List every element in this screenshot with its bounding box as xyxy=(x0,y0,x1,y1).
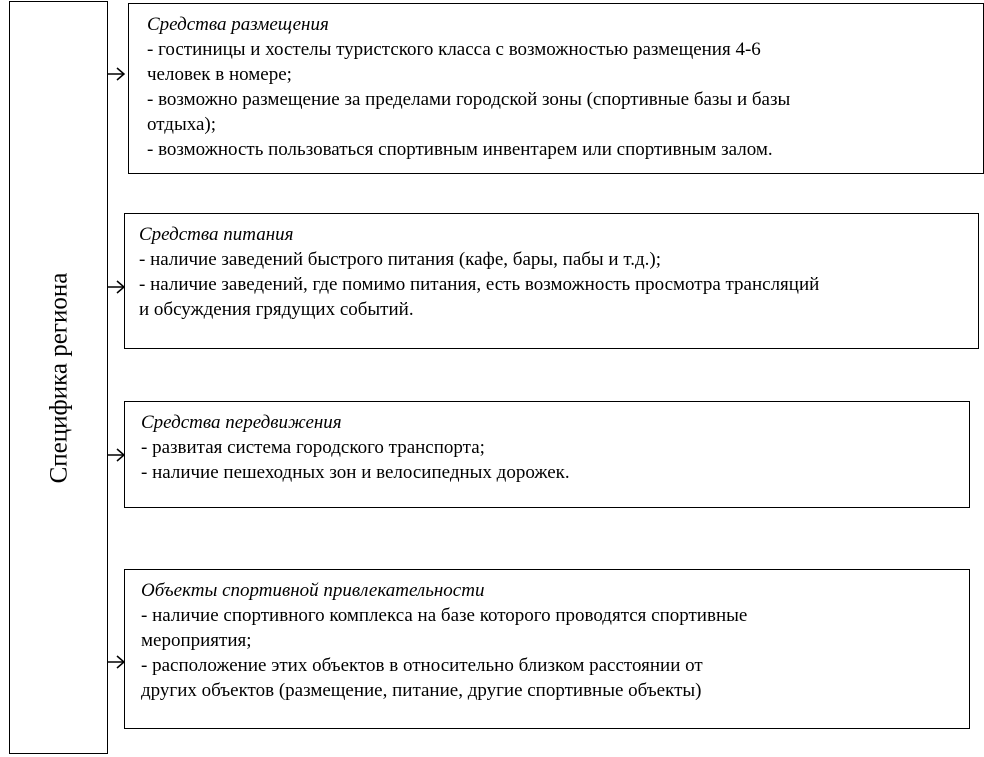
accommodation-line: отдыха); xyxy=(147,114,217,135)
arrow-to-accommodation xyxy=(108,66,126,82)
transport-line: - развитая система городского транспорта; xyxy=(141,437,485,458)
food-line: - наличие заведений быстрого питания (кафе, бары, пабы и т.д.); xyxy=(139,249,661,270)
food-card xyxy=(124,213,979,349)
sports-objects-line: мероприятия; xyxy=(141,630,252,651)
sports-objects-card xyxy=(124,569,970,729)
sports-objects-line: других объектов (размещение, питание, другие спортивные объекты) xyxy=(141,680,702,701)
accommodation-line: - возможность пользоваться спортивным инвентарем или спортивным залом. xyxy=(147,139,773,160)
transport-line: - наличие пешеходных зон и велосипедных дорожек. xyxy=(141,462,570,483)
transport-title: Средства передвижения xyxy=(141,412,342,433)
sports-objects-line: - наличие спортивного комплекса на базе которого проводятся спортивные xyxy=(141,605,748,626)
region-specifics-box xyxy=(9,1,108,754)
accommodation-card xyxy=(128,3,984,174)
food-line: - наличие заведений, где помимо питания, есть возможность просмотра трансляций xyxy=(139,274,820,295)
region-specifics-label: Специфика региона xyxy=(45,272,72,483)
transport-card xyxy=(124,401,970,508)
sports-objects-line: - расположение этих объектов в относительно близком расстоянии от xyxy=(141,655,703,676)
sports-objects-title: Объекты спортивной привлекательности xyxy=(141,580,485,601)
food-line: и обсуждения грядущих событий. xyxy=(139,299,414,320)
accommodation-line: человек в номере; xyxy=(147,64,292,85)
accommodation-title: Средства размещения xyxy=(147,14,329,35)
accommodation-line: - гостиницы и хостелы туристского класса с возможностью размещения 4-6 xyxy=(147,39,761,60)
accommodation-line: - возможно размещение за пределами городской зоны (спортивные базы и базы xyxy=(147,89,791,110)
food-title: Средства питания xyxy=(139,224,294,245)
